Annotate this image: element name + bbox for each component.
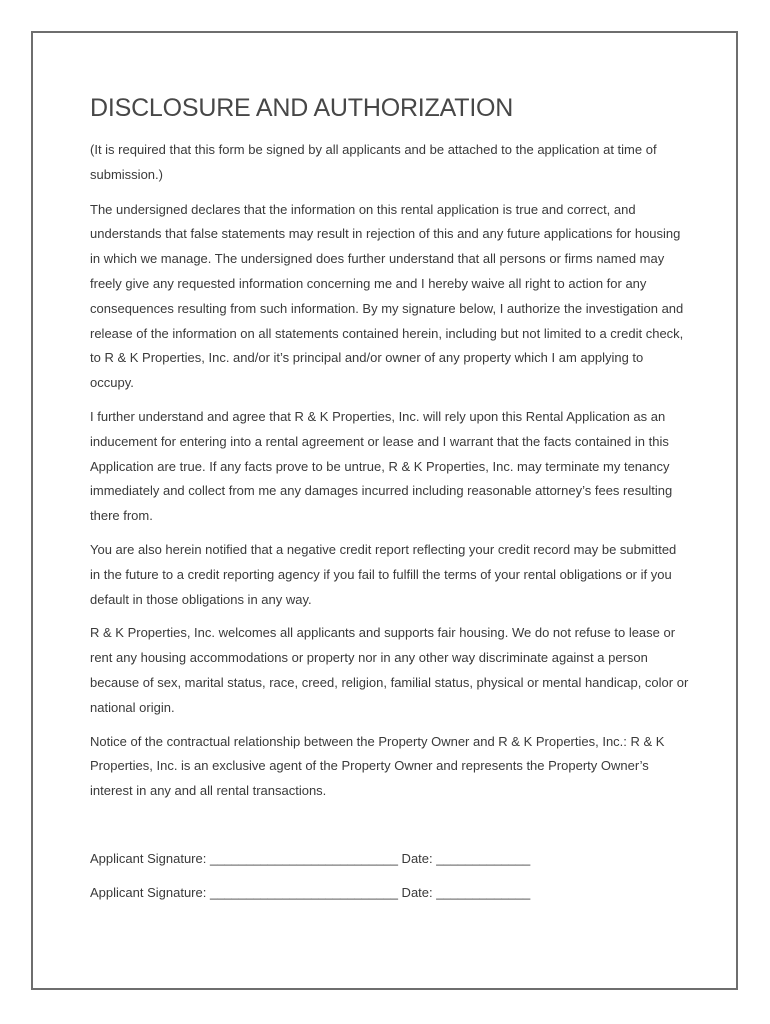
paragraph-credit-notice: You are also herein notified that a negative credit report reflecting your credit record may be submitted in the future to a credit reporting agency if you fail to fulfill the terms of your rental obligations or if you default in those obligations in any way.	[90, 541, 677, 607]
signature-section	[90, 849, 690, 917]
intro-note: (It is required that this form be signed by all applicants and be attached to the application at time of submission.)	[90, 142, 657, 182]
paragraph-fair-housing: R & K Properties, Inc. welcomes all applicants and supports fair housing. We do not refuse to lease or rent any housing accommodations or property nor in any other way discriminate against a person because of sex, marital status, race, creed, religion, familial status, physical or mental handicap, color or national origin.	[90, 625, 689, 715]
paragraph-declaration: The undersigned declares that the information on this rental application is true and correct, and understands that false statements may result in rejection of this and any future applications for housing in which we manage. The undersigned does further understand that all persons or firms named may freely give any requested information concerning me and I hereby waive all right to action for any consequences resulting from such information. By my signature below, I authorize the investigation and release of the information on all statements contained herein, including but not limited to a credit check, to R & K Properties, Inc. and/or it’s principal and/or owner of any property which I am applying to occupy.	[90, 201, 684, 391]
document-title: DISCLOSURE AND AUTHORIZATION	[90, 94, 514, 122]
signature-line-1[interactable]: Applicant Signature: __________________________ Date: _____________	[90, 851, 531, 866]
paragraph-agency-notice: Notice of the contractual relationship between the Property Owner and R & K Properties, Inc.: R & K Properties, Inc. is an exclusive agent of the Property Owner and represents the Property Owner’s interest in any and all rental transactions.	[90, 733, 665, 799]
paragraph-reliance: I further understand and agree that R & K Properties, Inc. will rely upon this Rental Application as an inducement for entering into a rental agreement or lease and I warrant that the facts contained in this Application are true. If any facts prove to be untrue, R & K Properties, Inc. may terminate my tenancy immediately and collect from me any damages incurred including reasonable attorney’s fees resulting there from.	[90, 408, 673, 524]
signature-line-2[interactable]: Applicant Signature: __________________________ Date: _____________	[90, 885, 531, 900]
document-body	[90, 92, 690, 813]
